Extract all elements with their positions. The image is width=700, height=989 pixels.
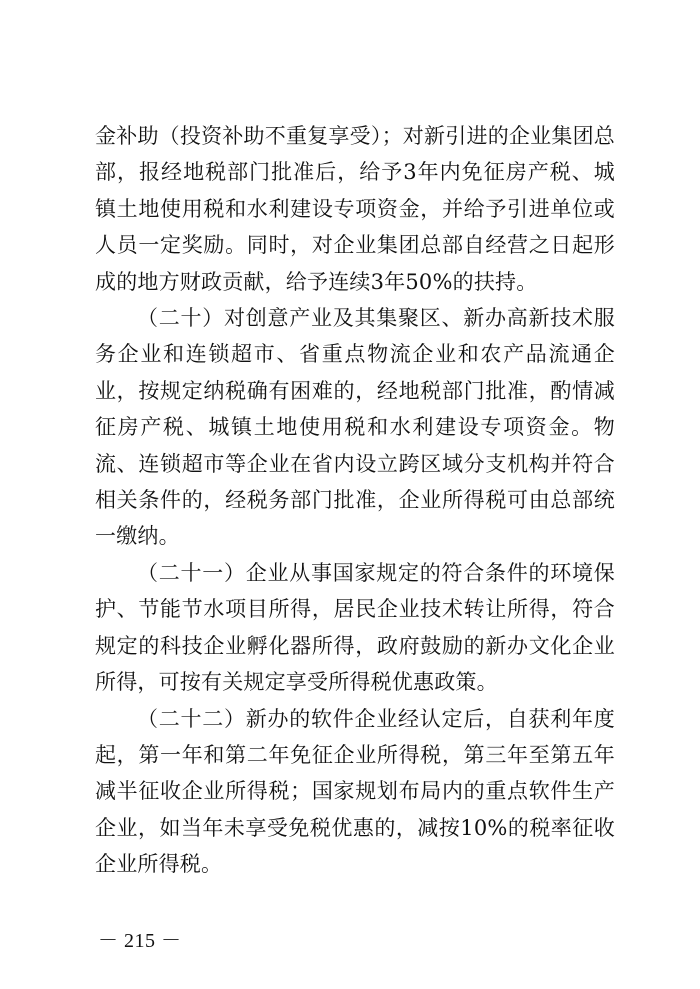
paragraph-1: 金补助（投资补助不重复享受）；对新引进的企业集团总部，报经地税部门批准后，给予3年内免征房产税、城镇土地使用税和水利建设专项资金，并给予引进单位或人员一定奖励。同时，对企业集团总部自经营之日起形成的地方财政贡献，给予连续3年50%的扶持。 <box>95 124 615 294</box>
page-number: － 215 － <box>98 930 182 952</box>
paragraph-3: （二十一）企业从事国家规定的符合条件的环境保护、节能节水项目所得，居民企业技术转让所得，符合规定的科技企业孵化器所得，政府鼓励的新办文化企业所得，可按有关规定享受所得税优惠政策。 <box>95 560 615 695</box>
paragraph-2: （二十）对创意产业及其集聚区、新办高新技术服务企业和连锁超市、省重点物流企业和农产品流通企业，按规定纳税确有困难的，经地税部门批准，酌情减征房产税、城镇土地使用税和水利建设专项资金。物流、连锁超市等企业在省内设立跨区域分支机构并符合相关条件的，经税务部门批准，企业所得税可由总部统一缴纳。 <box>95 306 615 549</box>
paragraph-4: （二十二）新办的软件企业经认定后，自获利年度起，第一年和第二年免征企业所得税，第三年至第五年减半征收企业所得税；国家规划布局内的重点软件生产企业，如当年未享受免税优惠的，减按10%的税率征收企业所得税。 <box>95 706 615 877</box>
body-text <box>95 118 615 883</box>
